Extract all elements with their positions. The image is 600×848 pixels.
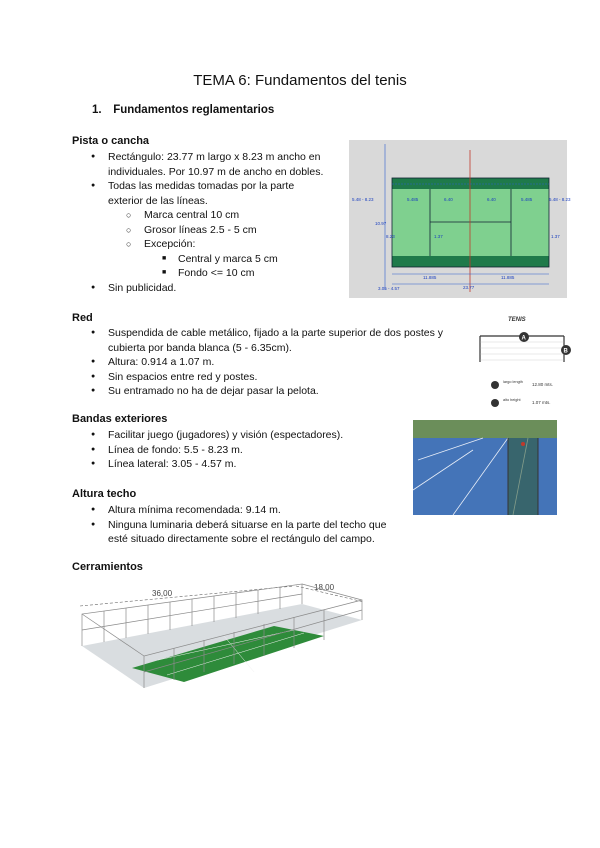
court-photo	[413, 420, 557, 515]
net-marker-a: A	[521, 335, 526, 342]
net-legend-a-label: largo length	[503, 380, 523, 384]
dim-top-1: 6.40	[444, 197, 453, 202]
list-subitem: ○ Marca central 10 cm	[88, 208, 348, 223]
dim-top-2: 6.40	[487, 197, 496, 202]
list-item-text: individuales. Por 10.97 m de ancho en dobles.	[108, 165, 324, 178]
list-item: ● Suspendida de cable metálico, fijado a la parte superior de dos postes y	[88, 326, 478, 341]
list-item: ● Ninguna luminaria deberá situarse en la parte del techo que	[88, 518, 418, 533]
dim-top-3: 5.485	[521, 197, 533, 202]
net-legend-a-value: 12.80 mts.	[532, 382, 554, 387]
list-item: ● Altura: 0.914 a 1.07 m.	[88, 355, 478, 370]
net-diagram	[474, 310, 580, 414]
pista-heading: Pista o cancha	[72, 135, 150, 147]
list-item: ● Línea de fondo: 5.5 - 8.23 m.	[88, 443, 408, 458]
pista-list	[88, 150, 348, 295]
dim-left-0: 5.48 - 8.23	[352, 197, 374, 202]
list-item: ● Altura mínima recomendada: 9.14 m.	[88, 503, 418, 518]
section-heading	[92, 104, 274, 116]
list-item: ● Sin publicidad.	[88, 281, 348, 296]
bandas-list	[88, 428, 408, 472]
list-subsubitem: ■ Central y marca 5 cm	[88, 252, 348, 267]
dim-left-1: 10.97	[375, 221, 387, 226]
list-subitem: ○ Excepción:	[88, 237, 348, 252]
dim-left-2: 8.23	[386, 234, 395, 239]
list-item-text: exterior de las líneas.	[108, 194, 208, 207]
red-list	[88, 326, 478, 399]
dim-bottom-1: 11.885	[501, 275, 515, 280]
section-label: Fundamentos reglamentarios	[113, 104, 275, 116]
dim-total: 23.77	[463, 285, 475, 290]
list-item: ● Todas las medidas tomadas por la parte	[88, 179, 348, 194]
fence-diagram	[74, 580, 370, 698]
dim-bottom-0: 11.885	[423, 275, 437, 280]
list-item: ● Facilitar juego (jugadores) y visión (espectadores).	[88, 428, 408, 443]
list-item: ● Rectángulo: 23.77 m largo x 8.23 m ancho en	[88, 150, 348, 165]
list-item-cont	[88, 532, 418, 547]
techo-heading: Altura techo	[72, 488, 137, 500]
red-heading: Red	[72, 312, 93, 324]
dim-left-3: 3.05 - 4.57	[378, 286, 400, 291]
cerramientos-heading: Cerramientos	[72, 561, 143, 573]
section-number: 1.	[92, 104, 102, 116]
dim-inner: 1.37	[434, 234, 443, 239]
list-item: ● Su entramado no ha de dejar pasar la pelota.	[88, 384, 478, 399]
list-subitem: ○ Grosor líneas 2.5 - 5 cm	[88, 223, 348, 238]
list-item-cont	[88, 165, 348, 180]
net-legend-b-value: 1.07 mts.	[532, 400, 551, 405]
list-item-text: esté situado directamente sobre el rectángulo del campo.	[108, 533, 375, 545]
fence-dim-long: 36,00	[152, 589, 173, 598]
list-item-cont	[88, 341, 478, 356]
list-subsubitem: ■ Fondo <= 10 cm	[88, 266, 348, 281]
dim-top-0: 5.485	[407, 197, 419, 202]
net-marker-b: B	[563, 348, 568, 355]
net-title: TENIS	[508, 317, 526, 323]
dim-right-0: 5.48 - 8.23	[549, 197, 571, 202]
list-item-text: cubierta por banda blanca (5 - 6.35cm).	[108, 341, 292, 354]
list-item-cont	[88, 194, 348, 209]
list-item: ● Sin espacios entre red y postes.	[88, 370, 478, 385]
net-legend-b-label: alto height	[503, 398, 521, 402]
court-diagram	[349, 140, 571, 298]
fence-dim-short: 18,00	[314, 583, 335, 592]
list-item: ● Línea lateral: 3.05 - 4.57 m.	[88, 457, 408, 472]
dim-right-1: 1.37	[551, 234, 560, 239]
techo-list	[88, 503, 418, 547]
bandas-heading: Bandas exteriores	[72, 413, 168, 425]
page-title: TEMA 6: Fundamentos del tenis	[193, 72, 407, 89]
